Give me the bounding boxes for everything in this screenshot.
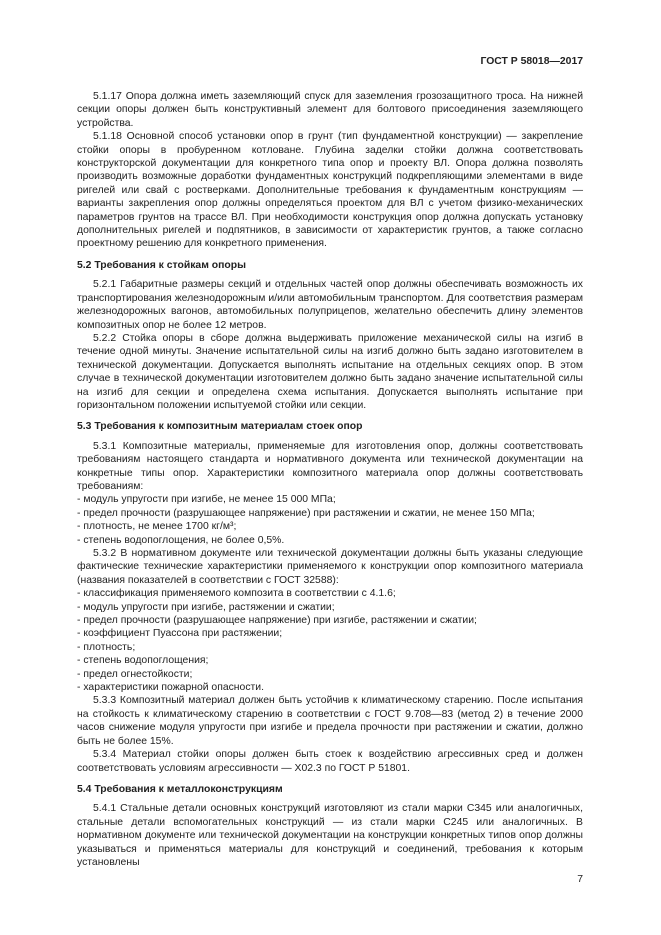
- paragraph-5-2-2: 5.2.2 Стойка опоры в сборе должна выдерживать приложение механической силы на изгиб в течение одной минуты. Значение испытательной силы на изгиб должно быть задано изготовителем в технической документации. Допускается выполнять испытание на отдельных секциях опор. В этом случае в технической документации изготовителем должно быть задано значение испытательной силы на изгиб для секции и определена схема испытания. Допускается выполнять испытание при горизонтальном положении испытуемой стойки или секции.: [77, 332, 583, 411]
- paragraph-5-3-4: 5.3.4 Материал стойки опоры должен быть стоек к воздействию агрессивных сред и должен соответствовать условиям агрессивности — Х02.3 по ГОСТ Р 51801.: [77, 749, 583, 774]
- list-item: - предел прочности (разрушающее напряжение) при растяжении и сжатии, не менее 150 МПа;: [77, 507, 535, 519]
- paragraph-5-3-1: 5.3.1 Композитные материалы, применяемые для изготовления опор, должны соответствовать требованиям настоящего стандарта и нормативного документа или технической документации на конкретные типы опор. Характеристики композитного материала опор должны соответствовать требованиям:: [77, 440, 583, 492]
- list-item: - классификация применяемого композита в соответствии с 4.1.6;: [77, 588, 396, 600]
- paragraph-5-3-3: 5.3.3 Композитный материал должен быть устойчив к климатическому старению. После испытания на стойкость к климатическому старению в соответствии с ГОСТ 9.708—83 (метод 2) в течение 2000 часов снижение модуля упругости при изгибе и предела прочности при растяжении и сжатии, должно быть не более 15%.: [77, 695, 583, 747]
- document-header: ГОСТ Р 58018—2017: [480, 56, 583, 67]
- list-item: - степень водопоглощения, не более 0,5%.: [77, 534, 285, 546]
- section-heading-5-4: 5.4 Требования к металлоконструкциям: [77, 783, 283, 795]
- paragraph-5-1-18: 5.1.18 Основной способ установки опор в грунт (тип фундаментной конструкции) — закрепление стойки опоры в пробуренном котловане. Глубина заделки стойки должна соответствовать конструкторской документации для конкретного типа опор и проекту ВЛ. Опора должна позволять производить возможные доработки фундаментных конструкций подкрепляющими элементами в виде ригелей или свай с ростверками. Дополнительные требования к фундаментным конструкциям — варианты закрепления опор должны определяться проектом для ВЛ с учетом физико-механических параметров грунтов на трассе ВЛ. При необходимости конструкция опор должна допускать установку дополнительных ригелей и подпятников, в зависимости от характеристик грунтов, а также согласно проектному решению для конкретного применения.: [77, 131, 583, 250]
- list-item: - модуль упругости при изгибе, не менее 15 000 МПа;: [77, 494, 336, 506]
- list-item: - плотность;: [77, 641, 136, 653]
- paragraph-5-2-1: 5.2.1 Габаритные размеры секций и отдельных частей опор должны обеспечивать возможность их транспортирования железнодорожным и/или автомобильным транспортом. Для соответствия размерам железнодорожных вагонов, автомобильных полуприцепов, желательно обеспечить длину элементов композитных опор не более 12 метров.: [77, 279, 583, 331]
- list-item: - коэффициент Пуассона при растяжении;: [77, 628, 283, 640]
- list-item: - предел огнестойкости;: [77, 668, 193, 680]
- paragraph-5-4-1: 5.4.1 Стальные детали основных конструкций изготовляют из стали марки С345 или аналогичных, стальные детали вспомогательных конструкций — из стали марки С245 или аналогичных. В нормативном документе или технической документации на конструкции конкретных типов опор должны указываться и применяться материалы для конструкций и соединений, требования к которым установлены: [77, 803, 583, 868]
- section-heading-5-3: 5.3 Требования к композитным материалам стоек опор: [77, 421, 363, 433]
- section-heading-5-2: 5.2 Требования к стойкам опоры: [77, 259, 246, 271]
- paragraph-5-1-17: 5.1.17 Опора должна иметь заземляющий спуск для заземления грозозащитного троса. На нижней секции опоры должен быть конструктивный элемент для болтового присоединения заземляющего устройства.: [77, 91, 583, 129]
- paragraph-5-3-2: 5.3.2 В нормативном документе или технической документации должны быть указаны следующие фактические технические характеристики применяемого к конструкции опор композитного материала (названия показателей в соответствии с ГОСТ 32588):: [77, 548, 583, 586]
- list-item: - модуль упругости при изгибе, растяжении и сжатии;: [77, 601, 335, 613]
- document-body: [77, 90, 583, 869]
- list-item: - характеристики пожарной опасности.: [77, 682, 264, 694]
- list-item: - предел прочности (разрушающее напряжение) при изгибе, растяжении и сжатии;: [77, 615, 477, 627]
- list-item: - степень водопоглощения;: [77, 655, 209, 667]
- page-number: 7: [577, 874, 583, 885]
- list-item: - плотность, не менее 1700 кг/м³;: [77, 521, 237, 533]
